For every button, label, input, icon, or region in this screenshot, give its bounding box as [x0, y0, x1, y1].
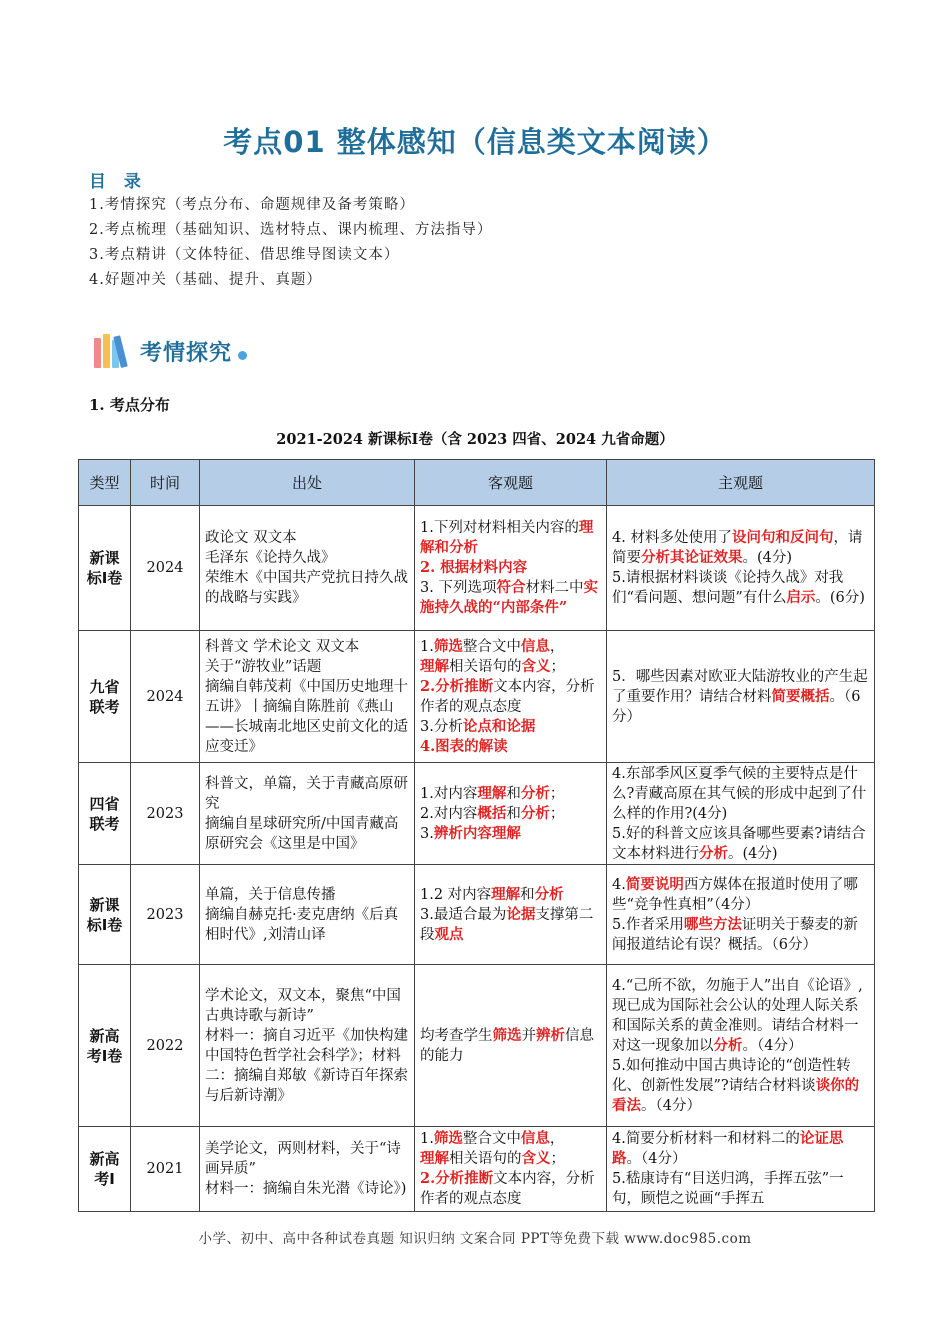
toc-item: 2.考点梳理（基础知识、选材特点、课内梳理、方法指导）: [89, 222, 493, 238]
books-icon: [94, 334, 130, 368]
highlight-text: 符合: [496, 579, 526, 596]
highlight-text: 筛选: [433, 637, 463, 655]
cell-year: 2023: [131, 763, 200, 865]
highlight-text: 理解: [477, 784, 507, 802]
cell-objective: 1.2 对内容理解和分析 3.最适合最为论据支撑第二段观点: [415, 865, 607, 965]
toc-heading: 目 录: [89, 172, 147, 192]
highlight-text: 理解: [420, 1150, 449, 1167]
highlight-text: 信息: [520, 1130, 550, 1147]
cell-subjective: 4.简要说明西方媒体在报道时使用了哪些“竞争性真相”（4分） 5.作者采用哪些方法证明关于藜麦的新闻报道结论有误？概括。（6分）: [607, 865, 875, 965]
cell-subjective: 4.简要分析材料一和材料二的论证思路。（4分） 5.嵇康诗有“目送归鸿，手挥五弦”一句，顾恺之说画“手挥五: [607, 1127, 875, 1212]
cell-objective: 1.下列对材料相关内容的理解和分析 2. 根据材料内容 3. 下列选项符合材料二中实施持久战的“内部条件”: [415, 506, 607, 631]
toc-list: [89, 193, 492, 293]
table-row: [79, 506, 875, 631]
cell-subjective: 5．哪些因素对欧亚大陆游牧业的产生起了重要作用？请结合材料简要概括。（6分）: [607, 631, 875, 763]
highlight-text: 2. 根据材料内容: [420, 559, 528, 576]
highlight-text: 实施持久战的“内部条件”: [420, 579, 598, 616]
table-row: [79, 1127, 875, 1212]
page-title: 考点01 整体感知（信息类文本阅读）: [223, 125, 727, 159]
highlight-text: 分析: [713, 1036, 743, 1054]
highlight-text: 筛选: [492, 1026, 522, 1044]
header-objective: 客观题: [415, 460, 607, 506]
highlight-text: 理解: [491, 885, 521, 903]
highlight-text: 论证思路: [612, 1130, 844, 1167]
cell-source: 学术论文，双文本，聚焦“中国古典诗歌与新诗” 材料一：摘自习近平《加快构建中国特色哲学社会科学》；材料二：摘编自郑敏《新诗百年探索与后新诗潮》: [200, 965, 415, 1127]
highlight-text: 4.图表的解读: [420, 737, 508, 755]
exam-distribution-table: [78, 459, 875, 1212]
cell-subjective: 4.东部季风区夏季气候的主要特点是什么?青藏高原在其气候的形成中起到了什么样的作用?(4分) 5.好的科普文应该具备哪些要素?请结合文本材料进行分析。(4分): [607, 763, 875, 865]
highlight-text: 2.分析推断: [420, 677, 494, 695]
section-banner: [94, 330, 247, 372]
highlight-text: 谈你的看法: [612, 1076, 860, 1114]
highlight-text: 简要说明: [625, 875, 684, 893]
cell-year: 2024: [131, 631, 200, 763]
cell-type: 新高考Ⅰ卷: [79, 965, 131, 1127]
cell-year: 2023: [131, 865, 200, 965]
toc-item: 4.好题冲关（基础、提升、真题）: [89, 272, 322, 288]
cell-type: 九省联考: [79, 631, 131, 763]
highlight-text: 设问句和反问句: [731, 529, 834, 546]
footer-text: 小学、初中、高中各种试卷真题 知识归纳 文案合同 PPT等免费下载 www.doc985.com: [198, 1231, 752, 1247]
header-subjective: 主观题: [607, 460, 875, 506]
cell-source: 政论文 双文本 毛泽东《论持久战》 荣维木《中国共产党抗日持久战的战略与实践》: [200, 506, 415, 631]
table-row: [79, 763, 875, 865]
table-row: [79, 965, 875, 1127]
highlight-text: 分析: [520, 784, 550, 802]
cell-subjective: 4.“己所不欲，勿施于人”出自《论语》,现已成为国际社会公认的处理人际关系和国际关系的黄金准则。请结合材料一对这一现象加以分析。（4分） 5.如何推动中国古典诗论的“创造性转化、创新性发展”?请结合材料谈谈你的看法。（4分）: [607, 965, 875, 1127]
highlight-text: 筛选: [433, 1130, 463, 1147]
cell-objective: 1.筛选整合文中信息， 理解相关语句的含义； 2.分析推断文本内容，分析作者的观点态度: [415, 1127, 607, 1212]
highlight-text: 分析: [520, 804, 550, 822]
section-heading: 1. 考点分布: [89, 396, 170, 414]
banner-label: 考情探究: [140, 340, 233, 366]
cell-source: 美学论文，两则材料，关于“诗画异质” 材料一：摘编自朱光潜《诗论》): [200, 1127, 415, 1212]
table-row: [79, 865, 875, 965]
highlight-text: 论点和论据: [462, 717, 536, 735]
cell-source: 科普文 学术论文 双文本 关于“游牧业”话题 摘编自韩茂莉《中国历史地理十五讲》丨摘编自陈胜前《燕山——长城南北地区史前文化的适应变迁》: [200, 631, 415, 763]
highlight-text: 分析: [699, 844, 728, 862]
cell-source: 单篇，关于信息传播 摘编自赫克托·麦克唐纳《后真相时代》,刘清山译: [200, 865, 415, 965]
table-caption: 2021-2024 新课标Ⅰ卷（含 2023 四省、2024 九省命题）: [276, 431, 674, 448]
header-type: 类型: [79, 460, 131, 506]
highlight-text: 哪些方法: [683, 915, 742, 933]
highlight-text: 信息: [520, 637, 550, 655]
cell-type: 新高考Ⅰ: [79, 1127, 131, 1212]
cell-objective: 均考查学生筛选并辨析信息的能力: [415, 965, 607, 1127]
cell-source: 科普文，单篇，关于青藏高原研究 摘编自星球研究所/中国青藏高原研究会《这里是中国》: [200, 763, 415, 865]
highlight-text: 理解和分析: [420, 519, 594, 556]
table-header-row: [79, 460, 875, 506]
toc-item: 1.考情探究（考点分布、命题规律及备考策略）: [89, 197, 415, 213]
highlight-text: 启示: [786, 589, 816, 606]
highlight-text: 辨析: [536, 1026, 565, 1044]
highlight-text: 简要概括: [771, 687, 830, 705]
cell-year: 2024: [131, 506, 200, 631]
cell-subjective: 4. 材料多处使用了设问句和反问句，请简要分析其论证效果。(4分) 5.请根据材料谈谈《论持久战》对我们“看问题、想问题”有什么启示。(6分): [607, 506, 875, 631]
highlight-text: 理解: [420, 657, 449, 675]
dot-icon: [238, 351, 247, 360]
cell-year: 2022: [131, 965, 200, 1127]
toc-item: 3.考点精讲（文体特征、借思维导图读文本）: [89, 247, 400, 263]
cell-type: 新课标Ⅰ卷: [79, 506, 131, 631]
header-source: 出处: [200, 460, 415, 506]
highlight-text: 含义: [521, 1150, 551, 1167]
highlight-text: 分析其论证效果: [641, 549, 743, 566]
highlight-text: 分析: [534, 885, 564, 903]
highlight-text: 2.分析推断: [420, 1170, 494, 1187]
header-year: 时间: [131, 460, 200, 506]
cell-year: 2021: [131, 1127, 200, 1212]
cell-type: 新课标Ⅰ卷: [79, 865, 131, 965]
highlight-text: 辨析内容理解: [433, 824, 521, 842]
highlight-text: 观点: [434, 925, 464, 943]
cell-objective: 1.对内容理解和分析； 2.对内容概括和分析； 3.辨析内容理解: [415, 763, 607, 865]
cell-objective: 1.筛选整合文中信息， 理解相关语句的含义； 2.分析推断文本内容，分析作者的观点态度 3.分析论点和论据 4.图表的解读: [415, 631, 607, 763]
highlight-text: 概括: [477, 804, 507, 822]
highlight-text: 含义: [521, 657, 551, 675]
table-row: [79, 631, 875, 763]
highlight-text: 论据: [506, 905, 536, 923]
cell-type: 四省联考: [79, 763, 131, 865]
